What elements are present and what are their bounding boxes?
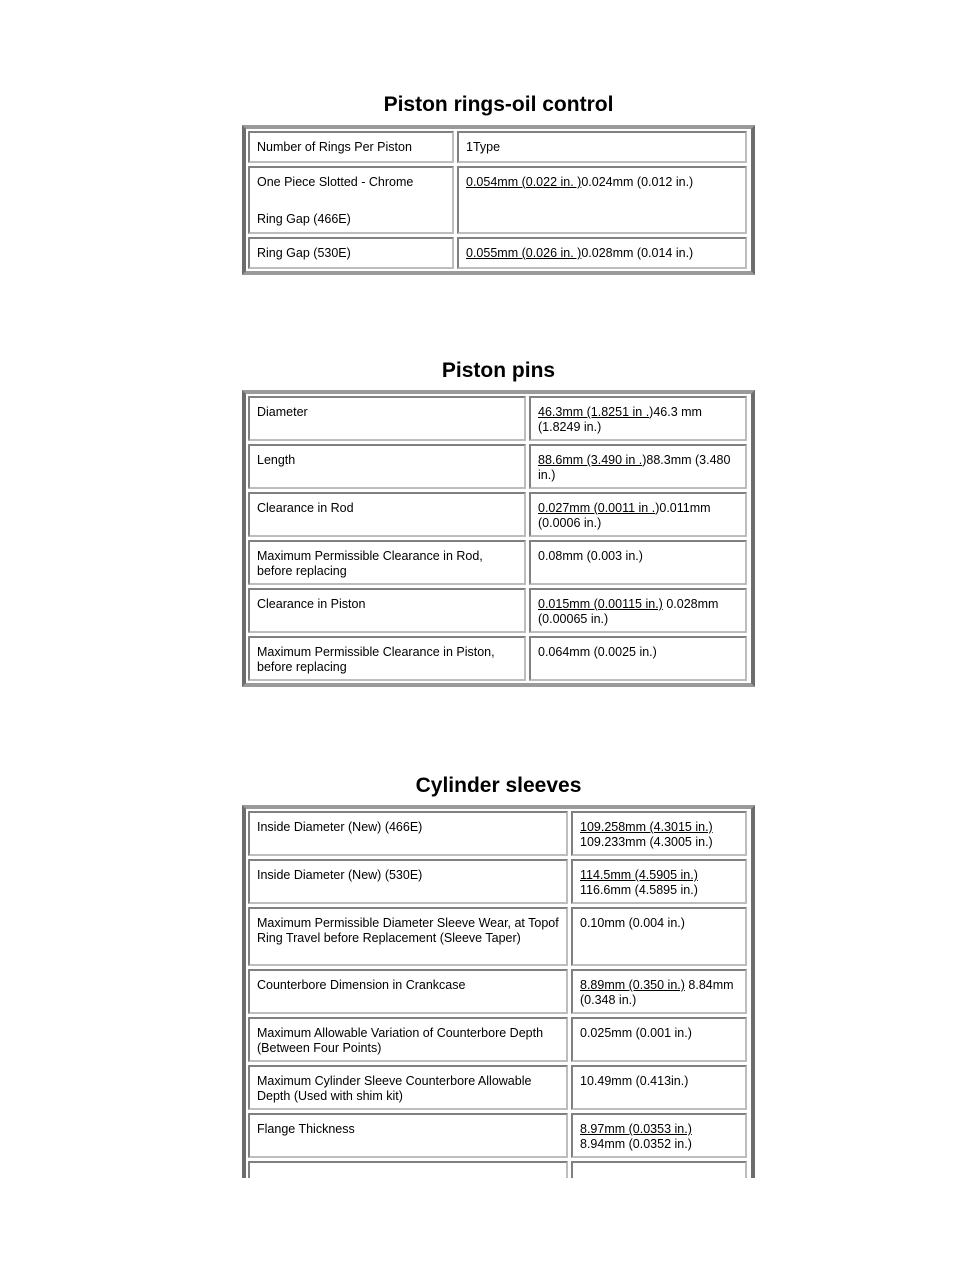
table-row: [248, 1017, 749, 1062]
spec-value: 0.08mm (0.003 in.): [529, 540, 747, 585]
section-title: Piston rings-oil control: [383, 93, 614, 116]
spec-value-secondary: 8.94mm (0.0352 in.): [580, 1136, 692, 1151]
spec-label: Ring Gap (530E): [248, 237, 454, 269]
section-title: Cylinder sleeves: [415, 774, 582, 797]
spec-value-primary: 0.054mm (0.022 in. ): [466, 175, 582, 189]
spec-label-line: One Piece Slotted - Chrome: [257, 175, 414, 189]
spec-value-primary: 0.027mm (0.0011 in .: [538, 501, 656, 515]
spec-value-primary: 0.055mm (0.026 in. ): [466, 246, 582, 260]
spec-label: Clearance in Rod: [248, 492, 526, 537]
table-row: [248, 907, 749, 966]
spec-value-primary: 8.89mm (0.350 in.): [580, 978, 685, 992]
table-row: [248, 492, 749, 537]
spec-label: Maximum Cylinder Sleeve Counterbore Allowable Depth (Used with shim kit): [248, 1065, 568, 1110]
spec-value: [571, 969, 747, 1014]
spec-value: 0.064mm (0.0025 in.): [529, 636, 747, 681]
table-row: [248, 588, 749, 633]
spec-value: [457, 166, 747, 234]
spec-table: [242, 125, 755, 275]
spec-value-secondary: 0.028mm (0.00065 in.): [538, 597, 719, 626]
spec-value-primary: 109.258mm (4.3015 in.): [580, 820, 713, 834]
spec-value-secondary: )46.3 mm (1.8249 in.): [538, 405, 702, 434]
table-row: [248, 969, 749, 1014]
table-row: [248, 1161, 749, 1178]
table-row: [248, 166, 749, 234]
spec-value: [571, 1113, 747, 1158]
spec-value: [529, 492, 747, 537]
spec-value-primary: 8.97mm (0.0353 in.): [580, 1122, 692, 1136]
spec-value-secondary: 109.233mm (4.3005 in.): [580, 834, 713, 849]
spec-label: Maximum Permissible Clearance in Rod, before replacing: [248, 540, 526, 585]
spec-value: [457, 237, 747, 269]
table-row: [248, 131, 749, 163]
spec-value: [571, 811, 747, 856]
spec-value-secondary: 116.6mm (4.5895 in.): [580, 882, 698, 897]
spec-value: [529, 396, 747, 441]
spec-label: [248, 1161, 568, 1178]
spec-label: [248, 166, 454, 234]
spec-label: Inside Diameter (New) (530E): [248, 859, 568, 904]
spec-label: Flange Thickness: [248, 1113, 568, 1158]
spec-label: Maximum Allowable Variation of Counterbore Depth (Between Four Points): [248, 1017, 568, 1062]
spec-value: [571, 1161, 747, 1178]
spec-table: [242, 390, 755, 687]
spec-label-line: Ring Gap (466E): [257, 211, 351, 226]
table-row: [248, 237, 749, 269]
spec-value: [529, 588, 747, 633]
table-row: [248, 444, 749, 489]
spec-value: 0.10mm (0.004 in.): [571, 907, 747, 966]
spec-value-secondary: )0.011mm (0.0006 in.): [538, 501, 711, 530]
spec-value: [571, 859, 747, 904]
section-title: Piston pins: [441, 359, 556, 382]
table-row: [248, 396, 749, 441]
spec-value-primary: 114.5mm (4.5905 in.): [580, 868, 698, 882]
spec-value-primary: 0.015mm (0.00115 in.): [538, 597, 663, 611]
table-row: [248, 540, 749, 585]
spec-label: Clearance in Piston: [248, 588, 526, 633]
spec-label: Diameter: [248, 396, 526, 441]
spec-value-primary: 46.3mm (1.8251 in .: [538, 405, 650, 419]
spec-label: Length: [248, 444, 526, 489]
spec-value-secondary: 8.84mm (0.348 in.): [580, 978, 734, 1007]
table-row: [248, 636, 749, 681]
spec-label: Counterbore Dimension in Crankcase: [248, 969, 568, 1014]
spec-label: Number of Rings Per Piston: [248, 131, 454, 163]
spec-label: Inside Diameter (New) (466E): [248, 811, 568, 856]
spec-value-secondary: )88.3mm (3.480 in.): [538, 453, 731, 482]
spec-table: [242, 805, 755, 1178]
table-row: [248, 811, 749, 856]
table-row: [248, 1113, 749, 1158]
table-row: [248, 859, 749, 904]
spec-label: Maximum Permissible Clearance in Piston, before replacing: [248, 636, 526, 681]
spec-value: [529, 444, 747, 489]
spec-label: Maximum Permissible Diameter Sleeve Wear, at Topof Ring Travel before Replacement (Sleeve Taper): [248, 907, 568, 966]
spec-value-secondary: 0.028mm (0.014 in.): [581, 246, 694, 260]
spec-value-primary: 88.6mm (3.490 in .: [538, 453, 643, 467]
spec-value: 10.49mm (0.413in.): [571, 1065, 747, 1110]
spec-value-secondary: 1Type: [466, 140, 501, 154]
spec-value: [457, 131, 747, 163]
spec-value: 0.025mm (0.001 in.): [571, 1017, 747, 1062]
table-row: [248, 1065, 749, 1110]
spec-value-secondary: 0.024mm (0.012 in.): [581, 175, 694, 189]
